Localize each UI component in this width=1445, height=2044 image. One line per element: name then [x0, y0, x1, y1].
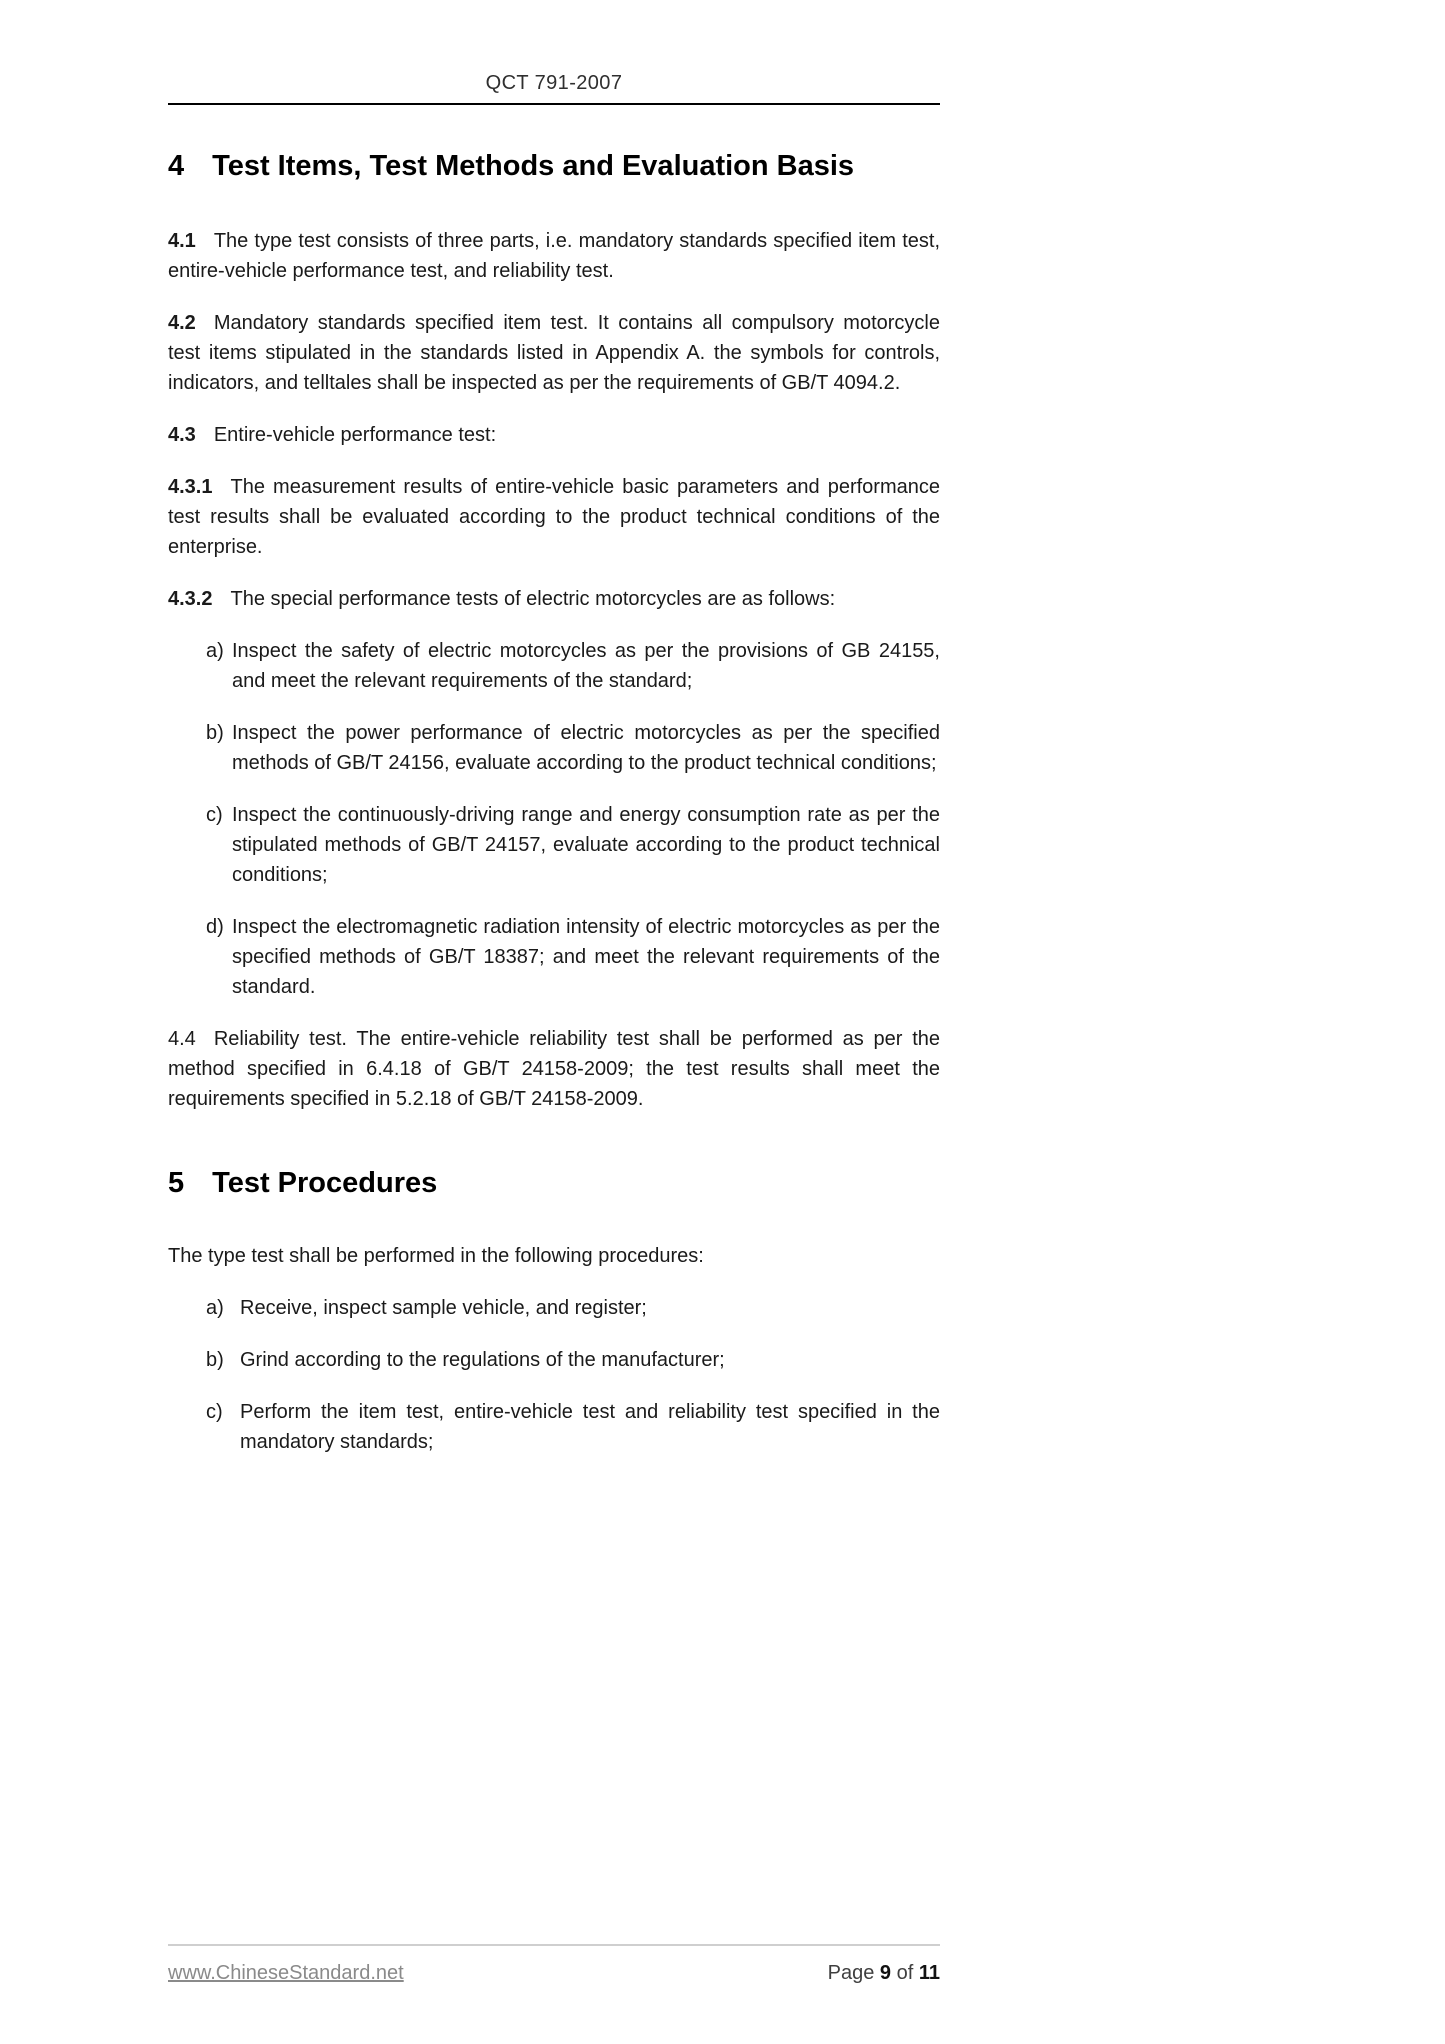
clause-4-4-number: 4.4: [168, 1027, 196, 1050]
clause-4-3-1: [168, 472, 940, 562]
list-item-a: [206, 636, 940, 696]
total-pages-number: 11: [918, 1962, 940, 1984]
list-text: Inspect the power performance of electric motorcycles as per the specified methods of GB/T 24156, evaluate according to the product technical conditions;: [232, 721, 940, 774]
section-5-title: Test Procedures: [212, 1166, 438, 1199]
current-page-number: 9: [879, 1962, 892, 1984]
clause-4-1-number: 4.1: [168, 229, 196, 252]
clause-4-3-number: 4.3: [168, 423, 196, 446]
clause-4-3-1-number: 4.3.1: [168, 475, 213, 498]
list-marker: a): [206, 639, 224, 662]
list-text: Inspect the continuously-driving range and energy consumption rate as per the stipulated methods of GB/T 24157, evaluate according to the product technical conditions;: [232, 803, 940, 886]
clause-4-2-text: Mandatory standards specified item test. It contains all compulsory motorcycle test items stipulated in the standards listed in Appendix A. the symbols for controls, indicators, and telltales shall be inspected as per the requirements of GB/T 4094.2.: [168, 311, 940, 394]
clause-4-3-2-number: 4.3.2: [168, 587, 213, 610]
page-footer: [168, 1944, 940, 1985]
list-item-c: [206, 800, 940, 890]
list-marker: b): [206, 721, 224, 744]
clause-4-3-text: Entire-vehicle performance test:: [213, 423, 497, 446]
list-marker: d): [206, 915, 224, 938]
website-link[interactable]: www.ChineseStandard.net: [168, 1962, 404, 1984]
list-item-b: [206, 718, 940, 778]
clause-4-3-2-text: The special performance tests of electric motorcycles are as follows:: [230, 587, 836, 610]
section-5-intro: The type test shall be performed in the following procedures:: [168, 1244, 704, 1267]
section-5-list: [168, 1293, 940, 1457]
procedure-item-c: [206, 1397, 940, 1457]
procedure-item-a: [206, 1293, 940, 1323]
page-word: Page: [827, 1962, 875, 1984]
section-4-title: Test Items, Test Methods and Evaluation Basis: [212, 150, 855, 182]
clause-4-2: [168, 308, 940, 398]
list-marker: b): [206, 1348, 224, 1371]
list-marker: a): [206, 1296, 224, 1319]
clause-4-3-2: [168, 584, 940, 614]
section-4-list: [168, 636, 940, 1002]
footer-divider: [168, 1944, 940, 1946]
clause-4-4: [168, 1024, 940, 1114]
list-text: Inspect the safety of electric motorcycles as per the provisions of GB 24155, and meet the relevant requirements of the standard;: [232, 639, 940, 692]
section-4-number: 4: [168, 150, 185, 182]
section-4-heading: [168, 149, 940, 184]
list-marker: c): [206, 803, 223, 826]
list-item-d: [206, 912, 940, 1002]
list-text: Inspect the electromagnetic radiation intensity of electric motorcycles as per the specified methods of GB/T 18387; and meet the relevant requirements of the standard.: [232, 915, 940, 998]
document-page: [168, 0, 940, 2044]
clause-4-3-1-text: The measurement results of entire-vehicle basic parameters and performance test results shall be evaluated according to the product technical conditions of the enterprise.: [168, 475, 940, 558]
list-text: Grind according to the regulations of the manufacturer;: [240, 1348, 725, 1371]
section-5-heading: [168, 1166, 940, 1201]
of-word: of: [896, 1962, 914, 1984]
list-text: Receive, inspect sample vehicle, and register;: [240, 1296, 647, 1319]
page-indicator: [828, 1962, 940, 1985]
clause-4-1: [168, 226, 940, 286]
clause-4-2-number: 4.2: [168, 311, 196, 334]
list-text: Perform the item test, entire-vehicle test and reliability test specified in the mandatory standards;: [240, 1400, 940, 1453]
header-divider: [168, 103, 940, 105]
clause-4-3: [168, 420, 940, 450]
clause-4-1-text: The type test consists of three parts, i.e. mandatory standards specified item test, entire-vehicle performance test, and reliability test.: [168, 229, 940, 282]
section-5-number: 5: [168, 1166, 185, 1199]
list-marker: c): [206, 1400, 223, 1423]
page-header: [168, 0, 940, 105]
procedure-item-b: [206, 1345, 940, 1375]
standard-number: QCT 791-2007: [485, 72, 623, 94]
clause-4-4-text: Reliability test. The entire-vehicle reliability test shall be performed as per the method specified in 6.4.18 of GB/T 24158-2009; the test results shall meet the requirements specified in 5.2.18 of GB/T 24158-2009.: [168, 1027, 940, 1110]
document-body: [168, 149, 940, 1457]
